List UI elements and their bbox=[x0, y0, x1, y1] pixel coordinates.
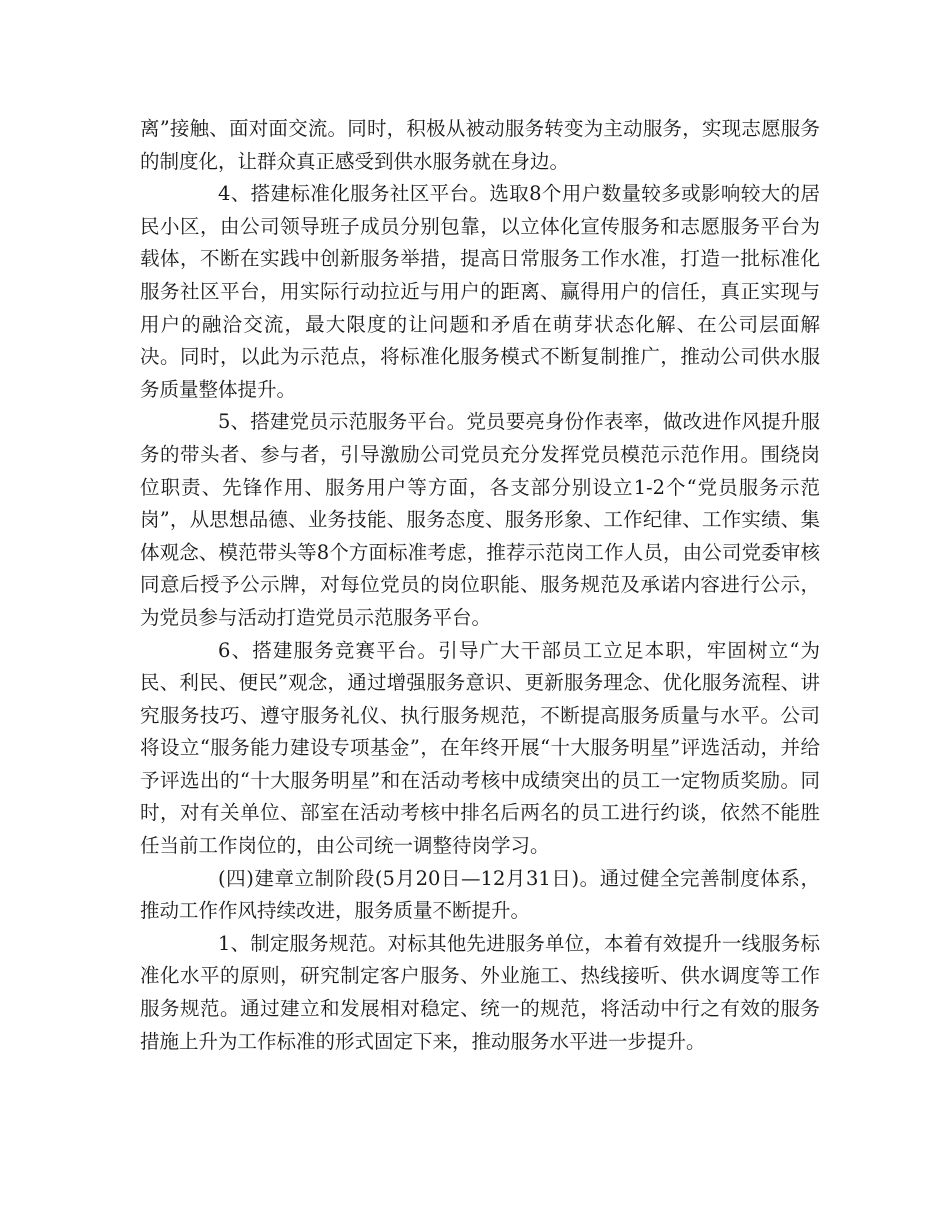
paragraph-1: 离”接触、面对面交流。同时，积极从被动服务转变为主动服务，实现志愿服务的制度化，让群众真正感受到供水服务就在身边。 bbox=[140, 117, 820, 173]
document-body bbox=[140, 113, 820, 1058]
paragraph-2: 4、搭建标准化服务社区平台。选取8个用户数量较多或影响较大的居民小区，由公司领导班子成员分别包靠，以立体化宣传服务和志愿服务平台为载体，不断在实践中创新服务举措，提高日常服务工作水准，打造一批标准化服务社区平台，用实际行动拉近与用户的距离、赢得用户的信任，真正实现与用户的融洽交流，最大限度的让问题和矛盾在萌芽状态化解、在公司层面解决。同时，以此为示范点，将标准化服务模式不断复制推广，推动公司供水服务质量整体提升。 bbox=[140, 182, 820, 401]
paragraph-5: (四)建章立制阶段(5月20日—12月31日)。通过健全完善制度体系，推动工作作风持续改进，服务质量不断提升。 bbox=[140, 866, 820, 923]
paragraph-3: 5、搭建党员示范服务平台。党员要亮身份作表率，做改进作风提升服务的带头者、参与者，引导激励公司党员充分发挥党员模范示范作用。围绕岗位职责、先锋作用、服务用户等方面，各支部分别设立1-2个“党员服务示范岗”，从思想品德、业务技能、服务态度、服务形象、工作纪律、工作实绩、集体观念、模范带头等8个方面标准考虑，推荐示范岗工作人员，由公司党委审核同意后授予公示牌，对每位党员的岗位职能、服务规范及承诺内容进行公示，为党员参与活动打造党员示范服务平台。 bbox=[140, 410, 820, 629]
paragraph-4: 6、搭建服务竞赛平台。引导广大干部员工立足本职，牢固树立“为民、利民、便民”观念，通过增强服务意识、更新服务理念、优化服务流程、讲究服务技巧、遵守服务礼仪、执行服务规范，不断提高服务质量与水平。公司将设立“服务能力建设专项基金”，在年终开展“十大服务明星”评选活动，并给予评选出的“十大服务明星”和在活动考核中成绩突出的员工一定物质奖励。同时，对有关单位、部室在活动考核中排名后两名的员工进行约谈，依然不能胜任当前工作岗位的，由公司统一调整待岗学习。 bbox=[140, 638, 820, 858]
paragraph-6: 1、制定服务规范。对标其他先进服务单位，本着有效提升一线服务标准化水平的原则，研究制定客户服务、外业施工、热线接听、供水调度等工作服务规范。通过建立和发展相对稳定、统一的规范，将活动中行之有效的服务措施上升为工作标准的形式固定下来，推动服务水平进一步提升。 bbox=[140, 931, 820, 1053]
